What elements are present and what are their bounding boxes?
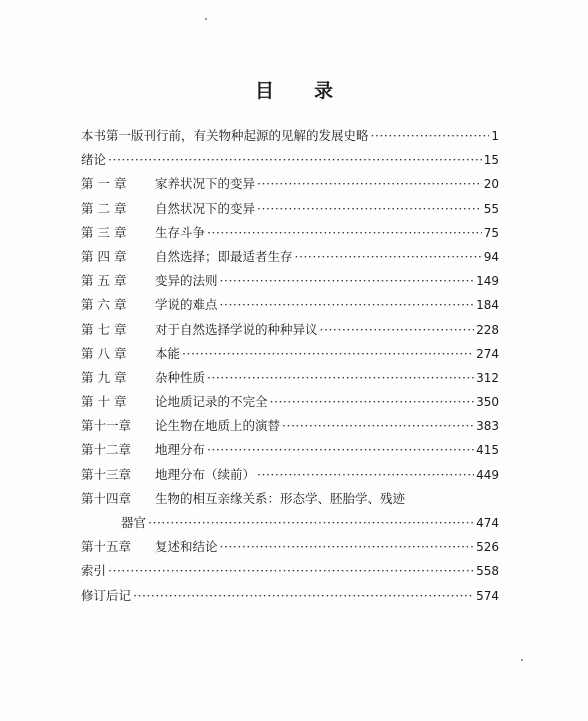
toc-page-number: 55	[483, 201, 499, 216]
toc-entry-introduction[interactable]	[81, 148, 499, 172]
toc-entry-chapter-14-continued[interactable]	[81, 511, 499, 535]
toc-page-number: 94	[483, 249, 499, 264]
toc-entry-chapter-2[interactable]	[81, 197, 499, 221]
leader-dots	[282, 414, 474, 438]
chapter-number: 第十四章	[81, 490, 132, 506]
leader-dots	[270, 390, 475, 414]
toc-page-number: 558	[476, 564, 499, 579]
chapter-number: 第 二 章	[81, 200, 127, 216]
toc-entry-text: 对于自然选择学说的种种异议	[155, 321, 318, 337]
toc-entry-text: 复述和结论	[155, 539, 218, 555]
leader-dots	[108, 559, 474, 583]
toc-page-number: 228	[476, 322, 499, 337]
toc-entry-text: 家养状况下的变异	[155, 176, 256, 192]
toc-entry-chapter-4[interactable]	[81, 245, 499, 269]
leader-dots	[257, 197, 482, 221]
toc-entry-chapter-13[interactable]	[81, 463, 499, 487]
leader-dots	[182, 342, 474, 366]
toc-page-number: 383	[476, 419, 499, 434]
leader-dots	[133, 584, 474, 608]
leader-dots	[207, 366, 474, 390]
toc-entry-chapter-3[interactable]	[81, 221, 499, 245]
chapter-number: 第十三章	[81, 466, 132, 482]
chapter-number: 第 六 章	[81, 297, 127, 313]
toc-entry-chapter-11[interactable]	[81, 414, 499, 438]
toc-entry-text: 本书第一版刊行前，有关物种起源的见解的发展史略	[81, 128, 369, 143]
print-speck	[205, 18, 207, 20]
table-of-contents	[81, 124, 499, 608]
toc-entry-chapter-14[interactable]	[81, 487, 499, 511]
toc-entry-chapter-9[interactable]	[81, 366, 499, 390]
toc-entry-text: 变异的法则	[155, 273, 218, 289]
toc-entry-chapter-1[interactable]	[81, 172, 499, 196]
leader-dots	[148, 511, 474, 535]
toc-entry-text: 论地质记录的不完全	[155, 394, 268, 410]
chapter-number: 第十五章	[81, 539, 132, 555]
chapter-number: 第十一章	[81, 418, 132, 434]
page-title	[0, 76, 588, 103]
leader-dots	[220, 269, 475, 293]
toc-page-number: 149	[476, 274, 499, 289]
chapter-number: 第十二章	[81, 442, 132, 458]
toc-page-number: 75	[483, 225, 499, 240]
toc-entry-text: 绪论	[81, 152, 107, 168]
leader-dots	[257, 463, 474, 487]
title-char-1: 目	[254, 80, 274, 102]
leader-dots	[320, 318, 475, 342]
toc-page-number: 15	[483, 153, 499, 168]
toc-entry-text: 学说的难点	[155, 297, 218, 313]
toc-entry-text: 生存斗争	[155, 224, 206, 240]
leader-dots	[220, 535, 475, 559]
toc-page-number: 526	[476, 540, 499, 555]
leader-dots	[295, 245, 482, 269]
toc-page-number: 20	[483, 177, 499, 192]
toc-entry-index[interactable]	[81, 559, 499, 583]
toc-page-number: 350	[476, 395, 499, 410]
toc-entry-text: 自然选择；即最适者生存	[155, 248, 293, 264]
toc-page-number: 274	[476, 346, 499, 361]
leader-dots	[207, 221, 482, 245]
chapter-number: 第 五 章	[81, 273, 127, 289]
toc-entry-chapter-15[interactable]	[81, 535, 499, 559]
toc-entry-text: 修订后记	[81, 587, 132, 603]
toc-page-number: 1	[491, 129, 499, 143]
chapter-number: 第 一 章	[81, 176, 127, 192]
toc-page-number: 474	[476, 516, 499, 530]
toc-entry-chapter-6[interactable]	[81, 293, 499, 317]
leader-dots	[257, 172, 482, 196]
toc-entry-chapter-10[interactable]	[81, 390, 499, 414]
toc-page-number: 415	[476, 443, 499, 458]
print-speck	[521, 659, 523, 661]
leader-dots	[207, 438, 474, 462]
title-char-2: 录	[314, 80, 334, 102]
leader-dots	[108, 148, 482, 172]
toc-entry-revision-afterword[interactable]	[81, 584, 499, 608]
toc-page-number: 312	[476, 370, 499, 385]
toc-entry-text: 论生物在地质上的演替	[155, 418, 281, 434]
toc-entry-text: 本能	[155, 345, 181, 361]
toc-page-number: 574	[476, 588, 499, 603]
chapter-number: 第 八 章	[81, 345, 127, 361]
toc-entry-text: 生物的相互亲缘关系：形态学、胚胎学、残迹	[155, 490, 406, 506]
toc-entry-text: 地理分布	[155, 442, 206, 458]
toc-entry-text: 自然状况下的变异	[155, 200, 256, 216]
toc-entry-text: 地理分布（续前）	[155, 466, 256, 482]
toc-entry-chapter-8[interactable]	[81, 342, 499, 366]
toc-entry-preface-history[interactable]	[81, 124, 499, 148]
toc-page-number: 449	[476, 467, 499, 482]
toc-entry-chapter-12[interactable]	[81, 438, 499, 462]
toc-entry-text: 杂种性质	[155, 369, 206, 385]
toc-page-number: 184	[476, 298, 499, 313]
toc-entry-chapter-7[interactable]	[81, 318, 499, 342]
chapter-number: 第 九 章	[81, 369, 127, 385]
leader-dots	[371, 124, 490, 148]
chapter-number: 第 四 章	[81, 248, 127, 264]
chapter-number: 第 三 章	[81, 224, 127, 240]
leader-dots	[220, 293, 475, 317]
chapter-number: 第 十 章	[81, 394, 127, 410]
toc-entry-chapter-5[interactable]	[81, 269, 499, 293]
toc-entry-text: 器官	[121, 515, 147, 530]
chapter-number: 第 七 章	[81, 321, 127, 337]
toc-entry-text: 索引	[81, 563, 107, 579]
